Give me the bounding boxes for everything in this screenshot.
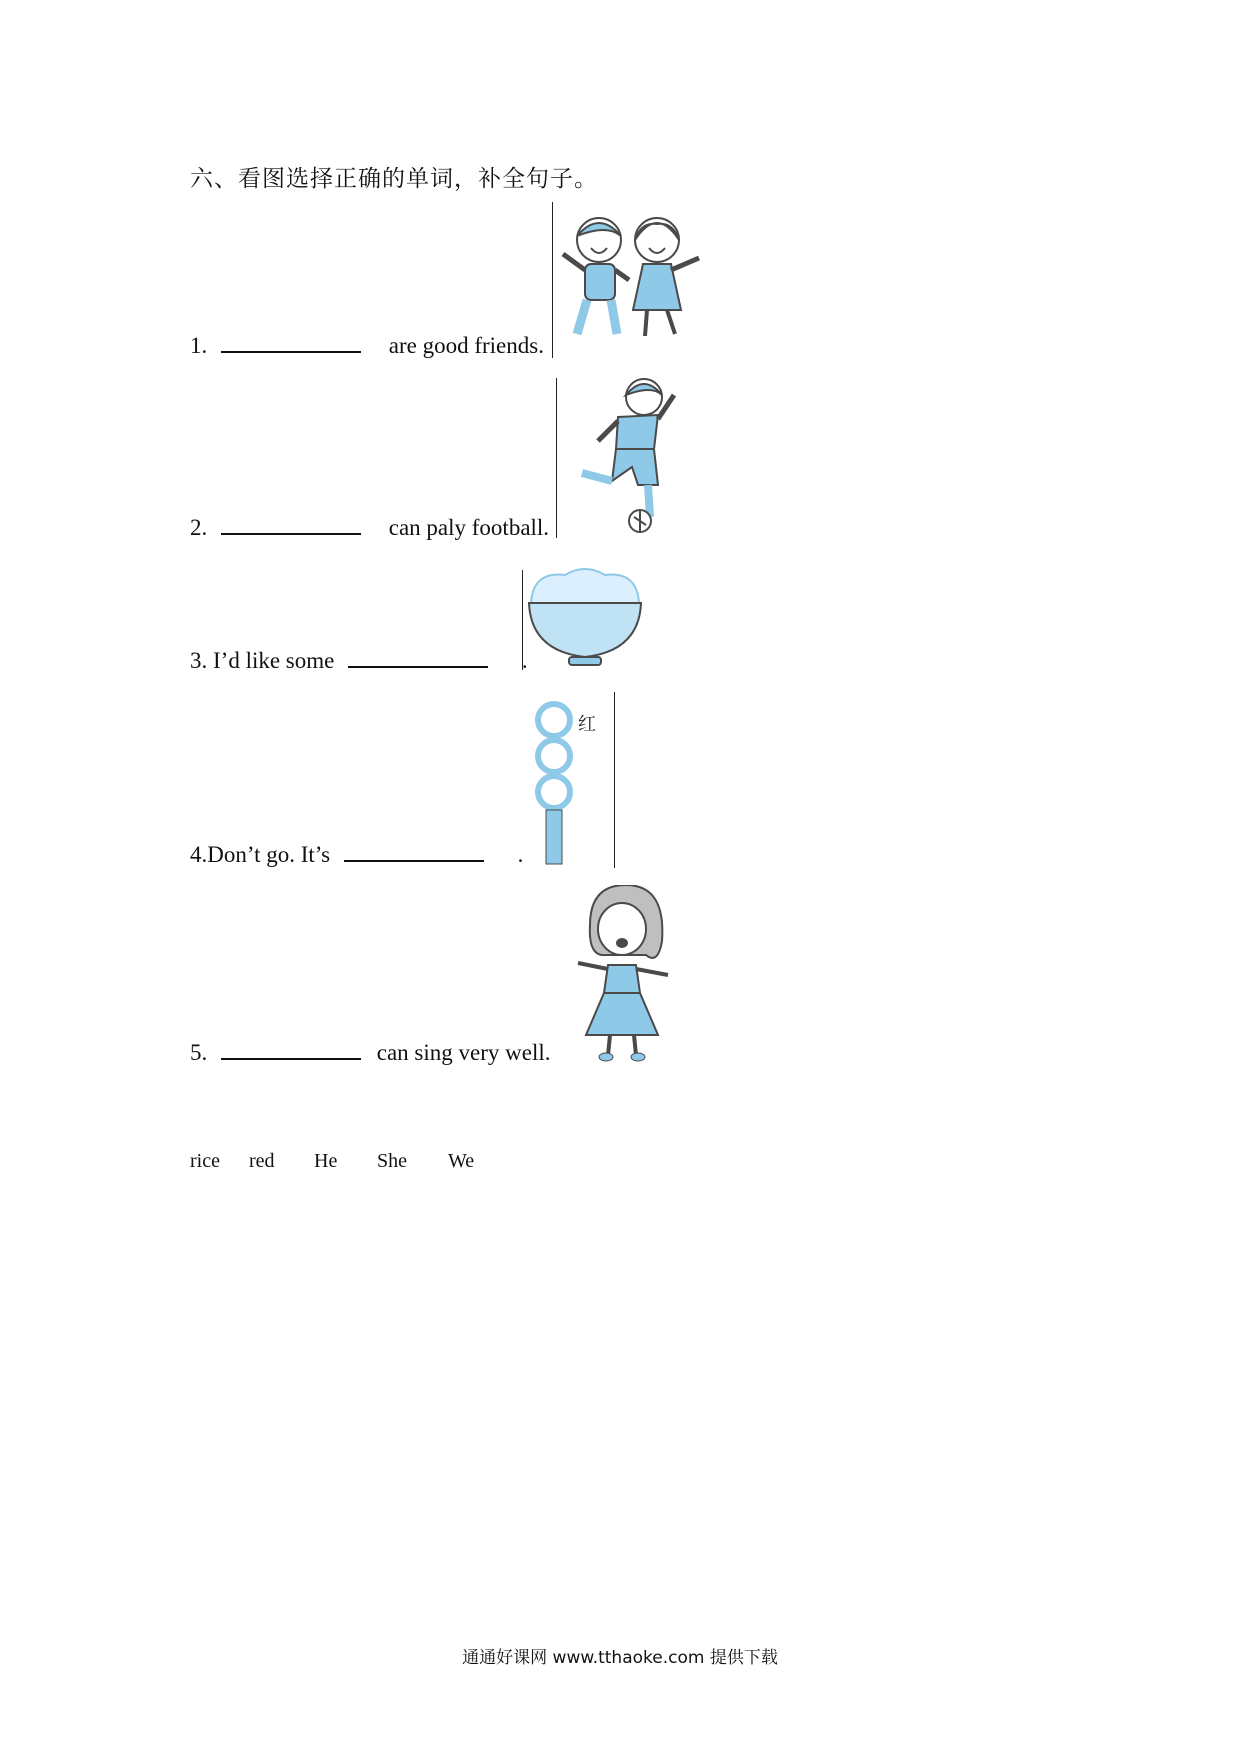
question-text-after: can sing very well. <box>376 1040 551 1065</box>
question-text-after: are good friends. <box>388 333 544 358</box>
word-option-we[interactable]: We <box>448 1150 475 1172</box>
question-3 <box>190 648 528 674</box>
question-text-after: . <box>517 842 524 867</box>
word-bank <box>190 1150 488 1173</box>
singing-girl-image <box>570 885 680 1065</box>
question-text-after: . <box>521 648 528 673</box>
answer-blank[interactable] <box>221 533 361 535</box>
football-boy-image <box>562 375 687 535</box>
word-option-red[interactable]: red <box>249 1150 275 1172</box>
image-divider-line <box>614 692 615 868</box>
question-2 <box>190 515 549 541</box>
answer-blank[interactable] <box>344 860 484 862</box>
question-number: 3. <box>190 648 208 673</box>
question-4 <box>190 842 523 868</box>
image-divider-line <box>552 202 553 358</box>
rice-bowl-image <box>525 565 645 675</box>
question-number: 2. <box>190 515 208 540</box>
word-option-he[interactable]: He <box>314 1150 338 1172</box>
image-divider-line <box>522 570 523 670</box>
image-divider-line <box>556 378 557 538</box>
question-text-after: can paly football. <box>388 515 550 540</box>
question-1 <box>190 333 544 359</box>
answer-blank[interactable] <box>348 666 488 668</box>
friends-image <box>557 210 707 350</box>
traffic-light-label: 红 <box>578 714 596 735</box>
question-text-before: I’d like some <box>213 648 335 673</box>
question-5 <box>190 1040 550 1066</box>
traffic-light-image <box>528 700 612 870</box>
question-number: 1. <box>190 333 208 358</box>
question-number: 5. <box>190 1040 208 1065</box>
question-number: 4. <box>190 842 208 867</box>
answer-blank[interactable] <box>221 1058 361 1060</box>
word-option-she[interactable]: She <box>377 1150 407 1172</box>
word-option-rice[interactable]: rice <box>190 1150 220 1172</box>
question-text-before: Don’t go. It’s <box>207 842 331 867</box>
section-heading: 六、看图选择正确的单词，补全句子。 <box>190 166 598 192</box>
answer-blank[interactable] <box>221 351 361 353</box>
page-footer: 通通好课网 www.tthaoke.com 提供下载 <box>462 1648 778 1668</box>
